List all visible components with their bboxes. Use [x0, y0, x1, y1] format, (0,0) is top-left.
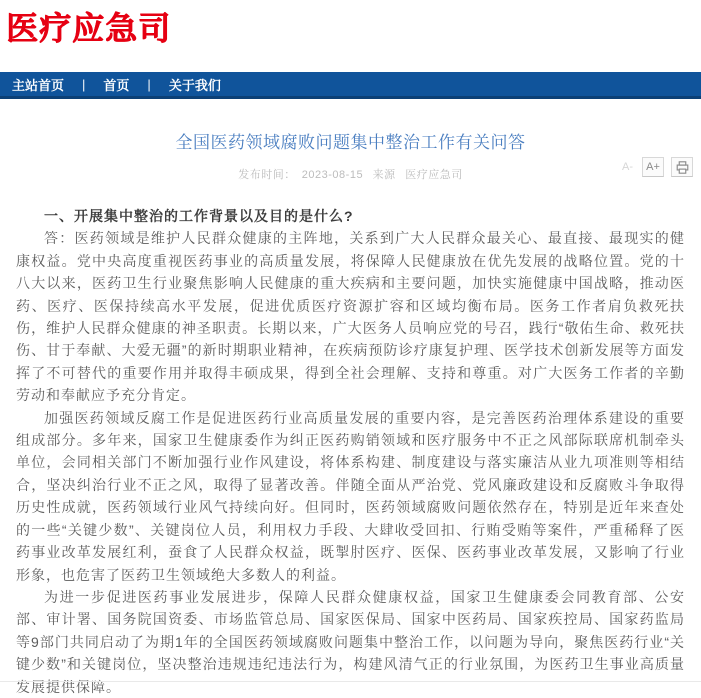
font-decrease-button[interactable]: A- — [622, 161, 633, 173]
source-label: 来源 — [372, 169, 396, 181]
source-value: 医疗应急司 — [405, 169, 463, 181]
article-paragraph: 为进一步促进医药事业发展进步，保障人民群众健康权益，国家卫生健康委会同教育部、公安部、审计署、国务院国资委、市场监管总局、国家医保局、国家中医药局、国家疾控局、国家药监局等9部门共同启动了为期1年的全国医药领域腐败问题集中整治工作，以问题为导向，聚焦医药行业“关键少数”和关键岗位，坚决整治违规违纪违法行为，构建风清气正的行业氛围，为医药卫生事业高质量发展提供保障。 — [16, 588, 685, 695]
nav-item-about-us[interactable]: 关于我们 — [168, 77, 221, 93]
print-button[interactable] — [671, 157, 693, 177]
nav-item-main-site-home[interactable]: 主站首页 — [12, 77, 65, 93]
site-header — [0, 0, 701, 63]
main-navbar — [0, 72, 701, 99]
article-toolbar — [620, 157, 693, 177]
question-heading: 一、开展集中整治的工作背景以及目的是什么? — [44, 208, 354, 224]
bottom-divider — [0, 681, 701, 682]
font-increase-button[interactable]: A+ — [642, 157, 664, 177]
article-paragraph: 加强医药领域反腐工作是促进医药行业高质量发展的重要内容，是完善医药治理体系建设的重要组成部分。多年来，国家卫生健康委作为纠正医药购销领域和医疗服务中不正之风部际联席机制牵头单位，会同相关部门不断加强行业作风建设，将体系构建、制度建设与落实廉洁从业九项准则等相结合，坚决纠治行业不正之风，取得了显著改善。伴随全面从严治党、党风廉政建设和反腐败斗争取得历史性成就，医药领域行业风气持续向好。但同时，医药领域腐败问题依然存在，特别是近年来查处的一些“关键少数”、关键岗位人员，利用权力手段、大肆收受回扣、行贿受贿等案件，严重稀释了医药事业改革发展红利，蚕食了人民群众权益，既掣肘医疗、医保、医药事业改革发展，又影响了行业形象，也危害了医药卫生领域绝大多数人的利益。 — [16, 409, 685, 583]
publish-date: 2023-08-15 — [301, 169, 364, 181]
article-title: 全国医药领域腐败问题集中整治工作有关问答 — [175, 133, 526, 152]
article-meta — [0, 166, 701, 182]
article-paragraph: 答：医药领域是维护人民群众健康的主阵地，关系到广大人民群众最关心、最直接、最现实的健康权益。党中央高度重视医药事业的高质量发展，将保障人民健康放在优先发展的战略位置。党的十八大以来，医药卫生行业聚焦影响人民健康的重大疾病和主要问题，加快实施健康中国战略，推动医药、医疗、医保持续高水平发展，促进优质医疗资源扩容和区域均衡布局。医务工作者肩负救死扶伤，维护人民群众健康的神圣职责。长期以来，广大医务人员响应党的号召，践行“敬佑生命、救死扶伤、甘于奉献、大爱无疆”的新时期职业精神，在疾病预防诊疗康复护理、医学技术创新发展等方面发挥了不可替代的重要作用并取得丰硕成果，得到全社会理解、支持和尊重。对广大医务工作者的辛勤劳动和奉献应予充分肯定。 — [16, 230, 685, 404]
nav-separator: | — [82, 76, 86, 92]
publish-time-label: 发布时间： — [238, 169, 296, 181]
nav-item-home[interactable]: 首页 — [103, 77, 130, 93]
article-body — [16, 205, 685, 698]
printer-icon — [676, 161, 689, 174]
nav-separator: | — [147, 76, 151, 92]
site-logo[interactable]: 医疗应急司 — [6, 10, 172, 46]
